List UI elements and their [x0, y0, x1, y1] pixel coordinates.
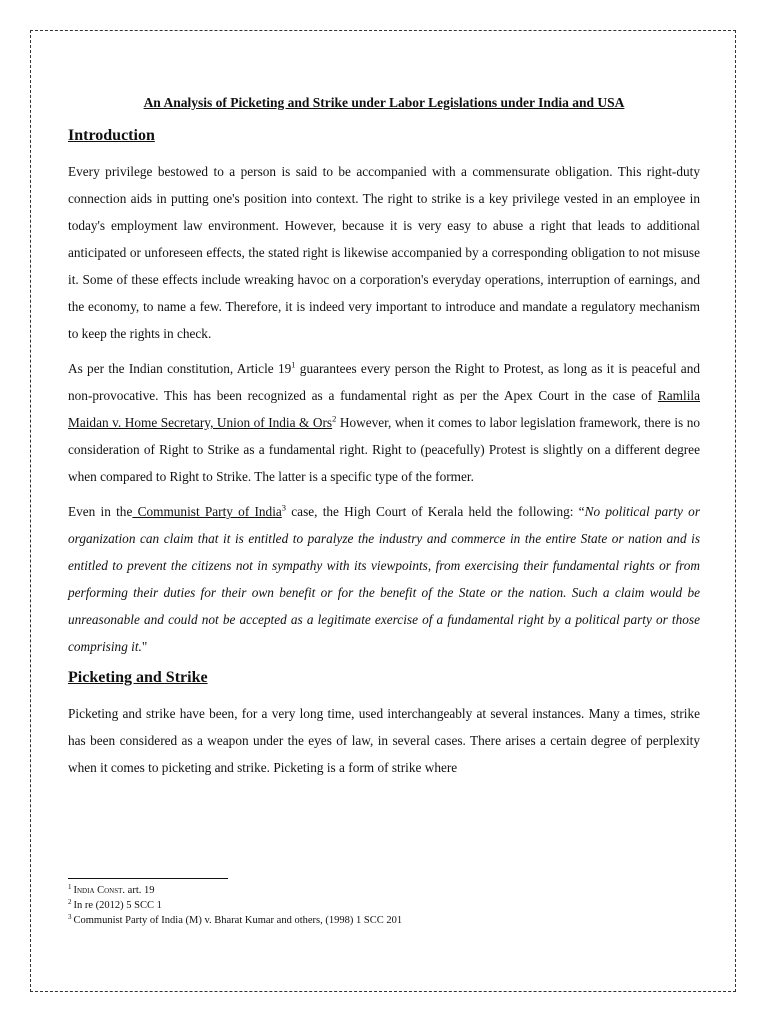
- paragraph-picketing-1: Picketing and strike have been, for a very long time, used interchangeably at several instances. Many a times, strike has been considered as a weapon under the eyes of law, in several cases. There arises a certain degree of perplexity when it comes to picketing and strike. Picketing is a form of strike where: [68, 706, 700, 775]
- text-run: guarantees every person the Right to Protest, as long as it is peaceful and non-provocative. This has been recognized as a fundamental right as per the Apex Court in the case of: [68, 361, 700, 403]
- paragraph-intro-3: [68, 498, 700, 660]
- text-run: As per the Indian constitution, Article 19: [68, 361, 292, 376]
- footnote-3: [68, 913, 700, 928]
- text-run: case, the High Court of Kerala held the following: “: [286, 504, 585, 519]
- document-body: [68, 94, 700, 789]
- footnote-ref-3[interactable]: 3: [281, 502, 287, 513]
- footnote-2: [68, 898, 700, 913]
- footnotes: [68, 883, 700, 928]
- section-heading-introduction: Introduction: [68, 127, 155, 144]
- footnote-text: art. 19: [125, 885, 155, 896]
- text-run: However, when it comes to labor legislation framework, there is no consideration of Right to Strike as a fundamental right. Right to (peacefully) Protest is slightly on a different degree when compared to Right to Strike. The latter is a specific type of the former.: [68, 415, 700, 484]
- footnote-ref-1[interactable]: 1: [291, 359, 296, 370]
- text-run: ": [141, 639, 148, 654]
- court-quote: No political party or organization can claim that it is entitled to paralyze the industry and commerce in the entire State or nation and is entitled to prevent the citizens not in sympathy with its viewpoints, from exercising their fundamental rights or from performing their duties for their own benefit or for the benefit of the State or the nation. Such a claim would be unreasonable and could not be accepted as a legitimate exercise of a fundamental right by a political party or those comprising it.: [68, 504, 700, 654]
- case-citation-communist-party: Communist Party of India: [132, 504, 282, 519]
- section-heading-picketing: Picketing and Strike: [68, 669, 208, 686]
- text-run: Even in the: [68, 504, 133, 519]
- footnote-ref-2[interactable]: 2: [332, 413, 337, 424]
- footnote-text: Communist Party of India (M) v. Bharat Kumar and others, (1998) 1 SCC 201: [73, 915, 403, 926]
- footnote-number: 3: [68, 912, 72, 921]
- paragraph-intro-1: Every privilege bestowed to a person is said to be accompanied with a commensurate obligation. This right-duty connection aids in putting one's position into context. The right to strike is a key privilege vested in an employee in today's employment law environment. However, because it is very easy to abuse a right that leads to additional anticipated or unforeseen effects, the stated right is likewise accompanied by a corresponding obligation to not misuse it. Some of these effects include wreaking havoc on a corporation's everyday operations, interruption of earnings, and the economy, to name a few. Therefore, it is indeed very important to introduce and mandate a regulatory mechanism to keep the rights in check.: [68, 164, 700, 341]
- footnote-number: 1: [68, 882, 72, 891]
- paragraph-intro-2: [68, 355, 700, 490]
- footnote-number: 2: [68, 897, 72, 906]
- case-citation-ramlila: Ramlila Maidan v. Home Secretary, Union of India & Ors: [68, 388, 700, 430]
- footnote-source: India Const.: [73, 885, 126, 896]
- footnote-text: In re (2012) 5 SCC 1: [73, 900, 162, 911]
- footnote-1: [68, 883, 700, 898]
- footnote-separator: [68, 878, 228, 879]
- document-title: An Analysis of Picketing and Strike under Labor Legislations under India and USA: [143, 95, 625, 110]
